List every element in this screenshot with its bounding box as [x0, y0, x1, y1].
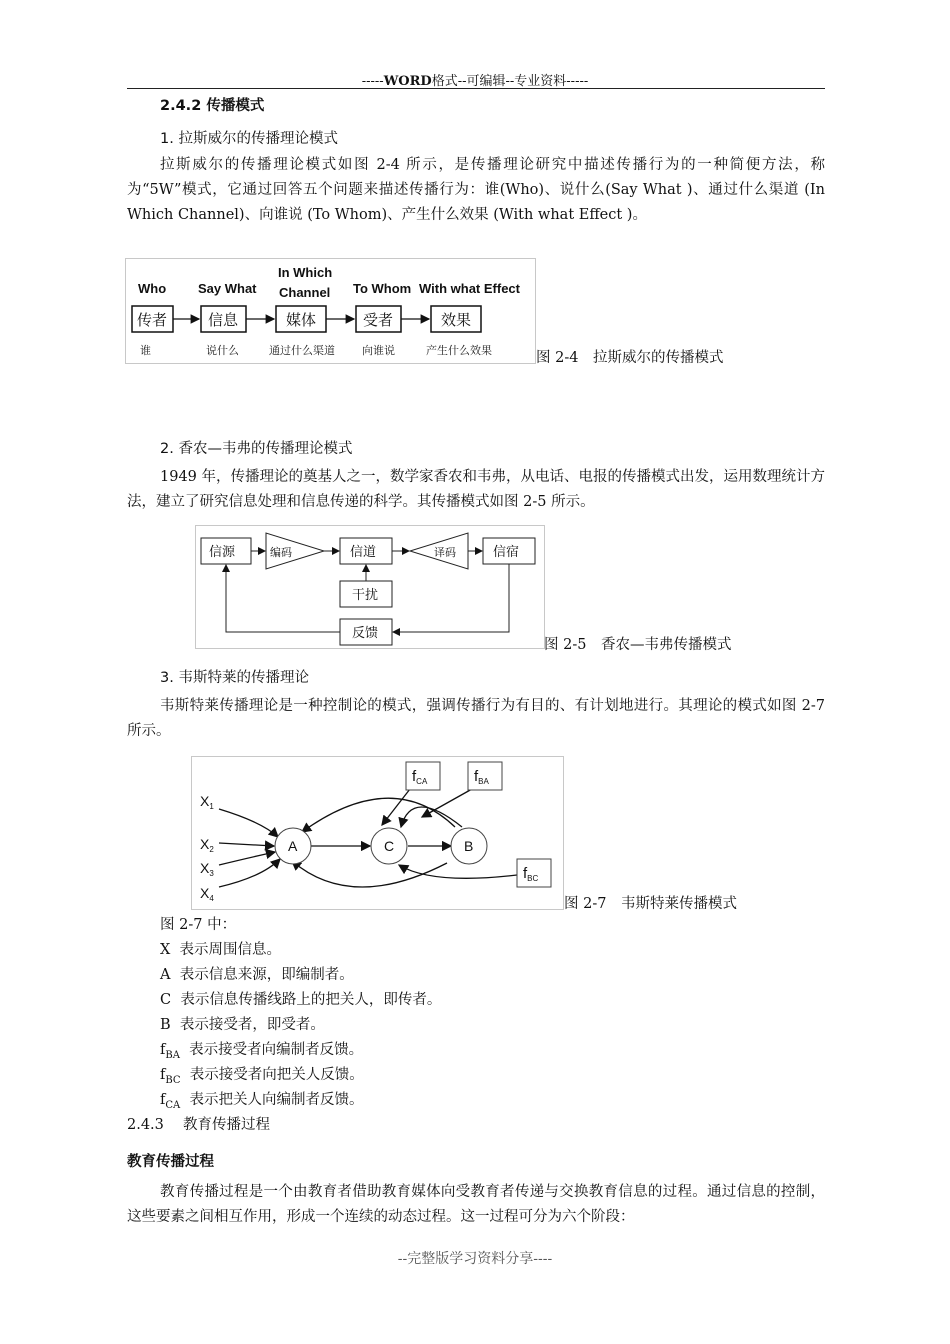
legend-item: X 表示周围信息。 [160, 942, 282, 958]
paragraph-shannon-weaver: 1949 年，传播理论的奠基人之一，数学家香农和韦弗，从电话、电报的传播模式出发，运用数理统计方法，建立了研究信息处理和信息传递的科学。其传播模式如图 2-5 所示。 [127, 469, 826, 510]
legend-item: B 表示接受者，即受者。 [160, 1017, 325, 1033]
label-channel: Channel [279, 285, 331, 300]
encoder-text: 编码 [270, 546, 292, 559]
sub-effect: 产生什么效果 [426, 344, 492, 357]
heading-shannon-weaver: 2. 香农—韦弗的传播理论模式 [160, 441, 353, 457]
legend-item: C 表示信息传播线路上的把关人，即传者。 [160, 992, 442, 1008]
header-bold-word: WORD [383, 74, 432, 89]
x1-label: $X_1$ [200, 793, 214, 811]
x4-label: $X_4$ [200, 885, 214, 903]
decoder-text: 译码 [434, 546, 456, 559]
page-header: -----WORD格式--可编辑--专业资料----- [361, 74, 589, 89]
shannon-weaver-diagram [196, 526, 544, 648]
f-bc-label: $f_{BC}$ [523, 865, 539, 883]
section-2-4-3-title: 2.4.3 教育传播过程 [127, 1117, 271, 1133]
section-2-4-2-title: 2.4.2 传播模式 [160, 98, 265, 114]
box-communicator-text: 传者 [137, 311, 168, 329]
figure-2-5 [195, 525, 545, 649]
paragraph-lasswell: 拉斯威尔的传播理论模式如图 2-4 所示，是传播理论研究中描述传播行为的一种简便方法，称为“5W”模式，它通过回答五个问题来描述传播行为：谁(Who)、说什么(Say What )、通过什么渠道 (In Which Channel)、向谁说 (To Whom)、产生什么效果 (With what Effect )。 [127, 157, 825, 223]
box-feedback-text: 反馈 [352, 626, 379, 641]
figure-2-7 [191, 756, 564, 910]
label-to-whom: To Whom [353, 281, 412, 296]
f-ca-label: $f_{CA}$ [412, 768, 428, 786]
sub-channel: 通过什么渠道 [269, 344, 335, 357]
legend-item: $f_{CA}$ 表示把关人向编制者反馈。 [160, 1092, 364, 1111]
legend-item: $f_{BA}$ 表示接受者向编制者反馈。 [160, 1042, 364, 1061]
sub-who: 谁 [140, 344, 151, 357]
box-effect-text: 效果 [441, 311, 472, 329]
legend-item: $f_{BC}$ 表示接受者向把关人反馈。 [160, 1067, 364, 1086]
paragraph-education-process: 教育传播过程是一个由教育者借助教育媒体向受教育者传递与交换教育信息的过程。通过信息的控制，这些要素之间相互作用，形成一个连续的动态过程。这一过程可分为六个阶段： [127, 1184, 825, 1225]
label-with-what-effect: With what Effect [419, 281, 520, 296]
caption-figure-2-7: 图 2-7 韦斯特莱传播模式 [564, 896, 737, 912]
legend-title: 图 2-7 中： [160, 917, 237, 933]
box-destination-text: 信宿 [493, 545, 520, 560]
f-ba-label: $f_{BA}$ [474, 768, 489, 786]
heading-westley: 3. 韦斯特莱的传播理论 [160, 670, 309, 686]
caption-figure-2-5: 图 2-5 香农—韦弗传播模式 [544, 637, 732, 653]
heading-lasswell: 1. 拉斯威尔的传播理论模式 [160, 131, 338, 147]
label-in-which: In Which [278, 265, 333, 280]
box-channel-text: 信道 [350, 545, 377, 560]
box-noise-text: 干扰 [352, 588, 379, 603]
node-a-label: A [288, 838, 298, 854]
caption-figure-2-4: 图 2-4 拉斯威尔的传播模式 [536, 350, 724, 366]
label-who: Who [138, 281, 167, 296]
figure-2-4 [125, 258, 536, 364]
box-receiver-text: 受者 [363, 311, 394, 329]
heading-education-process: 教育传播过程 [127, 1154, 214, 1170]
box-source-text: 信源 [209, 545, 236, 560]
label-say-what: Say What [198, 281, 257, 296]
sub-say-what: 说什么 [206, 344, 239, 357]
sub-to-whom: 向谁说 [362, 344, 395, 357]
node-c-label: C [384, 838, 395, 854]
page-footer: --完整版学习资料分享---- [397, 1251, 553, 1267]
paragraph-westley: 韦斯特莱传播理论是一种控制论的模式，强调传播行为有目的、有计划地进行。其理论的模式如图 2-7 所示。 [127, 698, 825, 739]
node-b-label: B [464, 838, 474, 854]
box-medium-text: 媒体 [286, 311, 317, 329]
header-rule [127, 88, 825, 89]
box-message-text: 信息 [208, 311, 239, 329]
x2-label: $X_2$ [200, 836, 214, 854]
lasswell-diagram [126, 259, 535, 363]
x3-label: $X_3$ [200, 860, 214, 878]
legend-item: A 表示信息来源，即编制者。 [160, 967, 354, 983]
westley-diagram [192, 757, 563, 909]
